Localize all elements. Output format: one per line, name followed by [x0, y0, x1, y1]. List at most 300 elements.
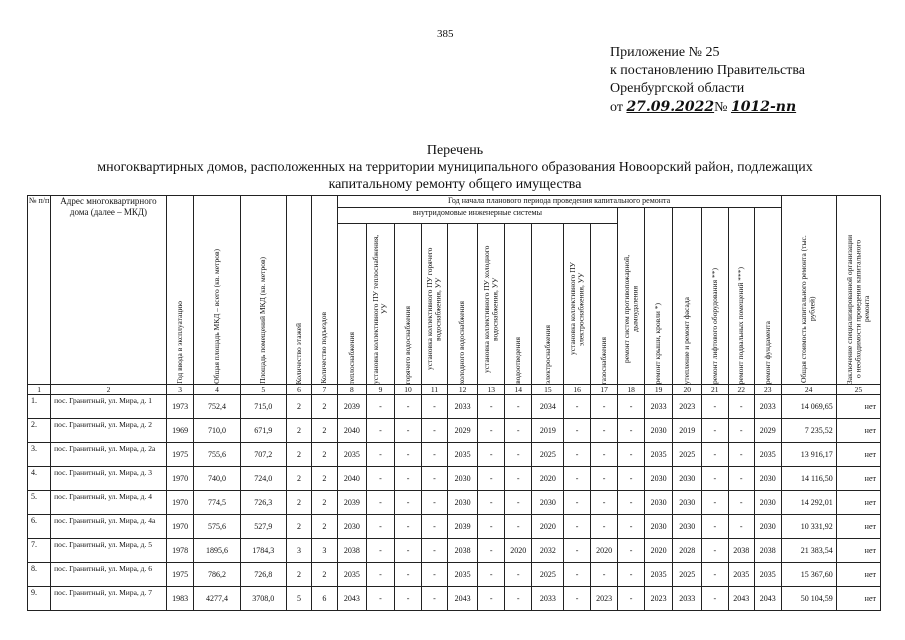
year-cell: 1970 [166, 515, 194, 539]
table-row [28, 587, 881, 611]
header-internal-group: внутридомовые инженерные системы [337, 208, 618, 224]
basement-cell: - [728, 515, 754, 539]
drainage-cell: - [504, 395, 532, 419]
header-foundation: ремонт фундамента [762, 320, 772, 384]
table-row [28, 539, 881, 563]
hot-water-cell: - [394, 419, 422, 443]
appendix-line-4 [610, 98, 805, 117]
cold-water-meter-cell: - [478, 395, 504, 419]
basement-cell: 2043 [728, 587, 754, 611]
basement-cell: 2038 [728, 539, 754, 563]
electricity-cell: 2025 [532, 563, 564, 587]
drainage-cell: - [504, 515, 532, 539]
appendix-from: от [610, 100, 623, 115]
hot-water-cell: - [394, 515, 422, 539]
header-period-group: Год начала планового периода проведения капитального ремонта [337, 196, 781, 208]
drainage-cell: - [504, 563, 532, 587]
column-number: 21 [702, 385, 728, 395]
cold-water-cell: 2029 [447, 419, 478, 443]
roof-cell: 2030 [644, 515, 673, 539]
conclusion-cell: нет [836, 563, 880, 587]
column-number: 14 [504, 385, 532, 395]
column-number: 3 [166, 385, 194, 395]
table-row [28, 395, 881, 419]
floors-cell: 2 [286, 491, 311, 515]
cold-water-meter-cell: - [478, 491, 504, 515]
gas-cell: - [590, 395, 618, 419]
row-number: 9. [28, 587, 51, 611]
hot-water-meter-cell: - [422, 563, 447, 587]
facade-cell: 2030 [673, 491, 702, 515]
basement-cell: - [728, 419, 754, 443]
entrances-cell: 6 [312, 587, 337, 611]
year-cell: 1978 [166, 539, 194, 563]
hot-water-cell: - [394, 443, 422, 467]
heating-cell: 2030 [337, 515, 367, 539]
year-cell: 1973 [166, 395, 194, 419]
conclusion-cell: нет [836, 515, 880, 539]
foundation-cell: 2033 [754, 395, 781, 419]
column-number: 18 [618, 385, 644, 395]
heating-cell: 2038 [337, 539, 367, 563]
title-line-1: Перечень [426, 143, 484, 158]
drainage-cell: - [504, 443, 532, 467]
fire-systems-cell: - [618, 467, 644, 491]
gas-cell: 2023 [590, 587, 618, 611]
column-number: 1 [28, 385, 51, 395]
total-cost-cell: 13 916,17 [781, 443, 836, 467]
column-number: 20 [673, 385, 702, 395]
foundation-cell: 2030 [754, 515, 781, 539]
header-address: Адрес многоквартирного дома (далее – МКД) [51, 196, 167, 385]
year-cell: 1983 [166, 587, 194, 611]
header-heating-meter: установка коллективного ПУ теплоснабжения, УУ [371, 234, 389, 384]
foundation-cell: 2035 [754, 443, 781, 467]
entrances-cell: 2 [312, 395, 337, 419]
hot-water-cell: - [394, 587, 422, 611]
total-area-cell: 710,0 [194, 419, 240, 443]
table-row [28, 467, 881, 491]
facade-cell: 2025 [673, 443, 702, 467]
roof-cell: 2030 [644, 419, 673, 443]
basement-cell: - [728, 491, 754, 515]
fire-systems-cell: - [618, 563, 644, 587]
year-cell: 1975 [166, 563, 194, 587]
column-number: 5 [240, 385, 286, 395]
foundation-cell: 2035 [754, 563, 781, 587]
electricity-cell: 2030 [532, 491, 564, 515]
table-row [28, 515, 881, 539]
electricity-meter-cell: - [564, 515, 590, 539]
entrances-cell: 2 [312, 515, 337, 539]
column-number: 17 [590, 385, 618, 395]
electricity-cell: 2033 [532, 587, 564, 611]
gas-cell: - [590, 467, 618, 491]
appendix-block [610, 44, 805, 117]
floors-cell: 2 [286, 419, 311, 443]
drainage-cell: - [504, 467, 532, 491]
appendix-line-2: к постановлению Правительства [610, 63, 806, 78]
cold-water-cell: 2043 [447, 587, 478, 611]
total-area-cell: 755,6 [194, 443, 240, 467]
column-number-row [28, 385, 881, 395]
drainage-cell: - [504, 491, 532, 515]
header-hot-water-meter: установка коллективного ПУ горячего водоснабжения, УУ [424, 247, 443, 371]
premises-area-cell: 724,0 [240, 467, 286, 491]
address-cell: пос. Гранитный, ул. Мира, д. 1 [51, 395, 167, 419]
heating-cell: 2040 [337, 467, 367, 491]
heating-meter-cell: - [367, 587, 395, 611]
cold-water-meter-cell: - [478, 563, 504, 587]
header-electricity: электроснабжения [542, 325, 552, 384]
basement-cell: - [728, 395, 754, 419]
column-number: 19 [644, 385, 673, 395]
header-fire-systems: ремонт систем противопожарной, дымоудаления [621, 254, 640, 364]
foundation-cell: 2043 [754, 587, 781, 611]
hot-water-meter-cell: - [422, 539, 447, 563]
header-entrances: Количество подъездов [319, 312, 329, 384]
header-cold-water: холодного водоснабжения [457, 300, 467, 384]
header-total-area: Общая площадь МКД – всего (кв. метров) [211, 249, 221, 384]
table-row [28, 419, 881, 443]
appendix-line-1: Приложение № 25 [610, 45, 720, 60]
appendix-number: 1012-пп [730, 99, 797, 115]
header-floors: Количество этажей [293, 322, 303, 384]
conclusion-cell: нет [836, 491, 880, 515]
address-cell: пос. Гранитный, ул. Мира, д. 6 [51, 563, 167, 587]
cold-water-cell: 2030 [447, 491, 478, 515]
premises-area-cell: 726,3 [240, 491, 286, 515]
cold-water-cell: 2030 [447, 467, 478, 491]
hot-water-meter-cell: - [422, 467, 447, 491]
elevator-cell: - [702, 419, 728, 443]
fire-systems-cell: - [618, 539, 644, 563]
table-body [28, 395, 881, 611]
facade-cell: 2030 [673, 515, 702, 539]
header-elevator: ремонт лифтового оборудования **) [709, 268, 719, 384]
total-area-cell: 752,4 [194, 395, 240, 419]
address-cell: пос. Гранитный, ул. Мира, д. 2а [51, 443, 167, 467]
row-number: 7. [28, 539, 51, 563]
header-premises-area: Площадь помещений МКД (кв. метров) [257, 257, 267, 384]
elevator-cell: - [702, 587, 728, 611]
header-no: № п/п [28, 196, 51, 385]
foundation-cell: 2038 [754, 539, 781, 563]
header-electricity-meter: установка коллективного ПУ электроснабжения, УУ [567, 262, 586, 356]
gas-cell: 2020 [590, 539, 618, 563]
premises-area-cell: 527,9 [240, 515, 286, 539]
hot-water-cell: - [394, 491, 422, 515]
row-number: 5. [28, 491, 51, 515]
table-row [28, 563, 881, 587]
header-year: Год ввода в эксплуатацию [174, 301, 184, 384]
year-cell: 1969 [166, 419, 194, 443]
heating-cell: 2039 [337, 491, 367, 515]
appendix-number-sign: № [714, 100, 728, 115]
premises-area-cell: 715,0 [240, 395, 286, 419]
electricity-meter-cell: - [564, 491, 590, 515]
facade-cell: 2023 [673, 395, 702, 419]
heating-meter-cell: - [367, 443, 395, 467]
conclusion-cell: нет [836, 395, 880, 419]
electricity-cell: 2020 [532, 515, 564, 539]
premises-area-cell: 671,9 [240, 419, 286, 443]
gas-cell: - [590, 443, 618, 467]
electricity-meter-cell: - [564, 539, 590, 563]
heating-meter-cell: - [367, 563, 395, 587]
conclusion-cell: нет [836, 467, 880, 491]
cold-water-meter-cell: - [478, 443, 504, 467]
heating-cell: 2035 [337, 563, 367, 587]
header-cold-water-meter: установка коллективного ПУ холодного водоснабжения, УУ [481, 245, 500, 373]
page-number: 385 [437, 28, 454, 40]
gas-cell: - [590, 419, 618, 443]
foundation-cell: 2029 [754, 419, 781, 443]
electricity-meter-cell: - [564, 587, 590, 611]
premises-area-cell: 726,8 [240, 563, 286, 587]
year-cell: 1975 [166, 443, 194, 467]
appendix-line-3: Оренбургской области [610, 81, 745, 96]
column-number: 9 [367, 385, 395, 395]
electricity-cell: 2032 [532, 539, 564, 563]
floors-cell: 5 [286, 587, 311, 611]
hot-water-meter-cell: - [422, 419, 447, 443]
heating-meter-cell: - [367, 539, 395, 563]
basement-cell: - [728, 443, 754, 467]
column-number: 13 [478, 385, 504, 395]
total-area-cell: 740,0 [194, 467, 240, 491]
roof-cell: 2023 [644, 587, 673, 611]
cold-water-meter-cell: - [478, 419, 504, 443]
heating-cell: 2040 [337, 419, 367, 443]
total-area-cell: 4277,4 [194, 587, 240, 611]
elevator-cell: - [702, 515, 728, 539]
header-roof: ремонт крыши, кровли *) [653, 302, 663, 384]
floors-cell: 2 [286, 443, 311, 467]
elevator-cell: - [702, 443, 728, 467]
row-number: 6. [28, 515, 51, 539]
cold-water-cell: 2039 [447, 515, 478, 539]
hot-water-meter-cell: - [422, 395, 447, 419]
total-cost-cell: 14 069,65 [781, 395, 836, 419]
roof-cell: 2030 [644, 467, 673, 491]
fire-systems-cell: - [618, 515, 644, 539]
repair-table [27, 195, 881, 611]
heating-meter-cell: - [367, 491, 395, 515]
header-hot-water: горячего водоснабжения [402, 305, 412, 384]
row-number: 8. [28, 563, 51, 587]
cold-water-meter-cell: - [478, 467, 504, 491]
header-facade: утепление и ремонт фасада [682, 296, 691, 384]
column-number: 8 [337, 385, 367, 395]
title-line-3: капитальному ремонту общего имущества [328, 177, 582, 192]
hot-water-cell: - [394, 539, 422, 563]
facade-cell: 2033 [673, 587, 702, 611]
address-cell: пос. Гранитный, ул. Мира, д. 5 [51, 539, 167, 563]
elevator-cell: - [702, 563, 728, 587]
floors-cell: 2 [286, 563, 311, 587]
heating-meter-cell: - [367, 515, 395, 539]
entrances-cell: 2 [312, 443, 337, 467]
cold-water-meter-cell: - [478, 587, 504, 611]
electricity-meter-cell: - [564, 443, 590, 467]
entrances-cell: 2 [312, 563, 337, 587]
basement-cell: 2035 [728, 563, 754, 587]
gas-cell: - [590, 563, 618, 587]
conclusion-cell: нет [836, 587, 880, 611]
fire-systems-cell: - [618, 419, 644, 443]
cold-water-cell: 2038 [447, 539, 478, 563]
total-cost-cell: 14 292,01 [781, 491, 836, 515]
table-row [28, 443, 881, 467]
heating-cell: 2035 [337, 443, 367, 467]
row-number: 4. [28, 467, 51, 491]
electricity-meter-cell: - [564, 419, 590, 443]
facade-cell: 2028 [673, 539, 702, 563]
total-cost-cell: 15 367,60 [781, 563, 836, 587]
heating-meter-cell: - [367, 467, 395, 491]
elevator-cell: - [702, 467, 728, 491]
fire-systems-cell: - [618, 491, 644, 515]
appendix-date: 27.09.2022 [626, 99, 715, 115]
total-area-cell: 786,2 [194, 563, 240, 587]
title-line-2: многоквартирных домов, расположенных на территории муниципального образования Новоорский район, подлежащих [97, 160, 813, 175]
hot-water-meter-cell: - [422, 587, 447, 611]
entrances-cell: 2 [312, 467, 337, 491]
total-cost-cell: 14 116,50 [781, 467, 836, 491]
row-number: 1. [28, 395, 51, 419]
roof-cell: 2035 [644, 563, 673, 587]
roof-cell: 2033 [644, 395, 673, 419]
entrances-cell: 2 [312, 491, 337, 515]
foundation-cell: 2030 [754, 467, 781, 491]
elevator-cell: - [702, 491, 728, 515]
electricity-meter-cell: - [564, 563, 590, 587]
premises-area-cell: 707,2 [240, 443, 286, 467]
entrances-cell: 3 [312, 539, 337, 563]
roof-cell: 2020 [644, 539, 673, 563]
total-area-cell: 575,6 [194, 515, 240, 539]
gas-cell: - [590, 515, 618, 539]
header-conclusion: Заключение специализированной организации о необходимости проведения капитального ремонта [844, 234, 871, 384]
electricity-cell: 2034 [532, 395, 564, 419]
total-cost-cell: 21 383,54 [781, 539, 836, 563]
heating-cell: 2043 [337, 587, 367, 611]
column-number: 6 [286, 385, 311, 395]
hot-water-meter-cell: - [422, 443, 447, 467]
facade-cell: 2030 [673, 467, 702, 491]
header-gas: газоснабжения [598, 336, 608, 384]
address-cell: пос. Гранитный, ул. Мира, д. 4 [51, 491, 167, 515]
drainage-cell: 2020 [504, 539, 532, 563]
hot-water-meter-cell: - [422, 515, 447, 539]
column-number: 7 [312, 385, 337, 395]
column-number: 24 [781, 385, 836, 395]
hot-water-meter-cell: - [422, 491, 447, 515]
column-number: 4 [194, 385, 240, 395]
cold-water-cell: 2035 [447, 443, 478, 467]
total-area-cell: 774,5 [194, 491, 240, 515]
entrances-cell: 2 [312, 419, 337, 443]
conclusion-cell: нет [836, 539, 880, 563]
floors-cell: 2 [286, 467, 311, 491]
address-cell: пос. Гранитный, ул. Мира, д. 7 [51, 587, 167, 611]
hot-water-cell: - [394, 395, 422, 419]
roof-cell: 2035 [644, 443, 673, 467]
electricity-meter-cell: - [564, 467, 590, 491]
total-cost-cell: 50 104,59 [781, 587, 836, 611]
address-cell: пос. Гранитный, ул. Мира, д. 4а [51, 515, 167, 539]
column-number: 25 [836, 385, 880, 395]
facade-cell: 2019 [673, 419, 702, 443]
address-cell: пос. Гранитный, ул. Мира, д. 2 [51, 419, 167, 443]
column-number: 2 [51, 385, 167, 395]
electricity-cell: 2019 [532, 419, 564, 443]
hot-water-cell: - [394, 467, 422, 491]
fire-systems-cell: - [618, 443, 644, 467]
electricity-cell: 2025 [532, 443, 564, 467]
cold-water-cell: 2035 [447, 563, 478, 587]
table-row [28, 491, 881, 515]
roof-cell: 2030 [644, 491, 673, 515]
basement-cell: - [728, 467, 754, 491]
heating-meter-cell: - [367, 395, 395, 419]
electricity-meter-cell: - [564, 395, 590, 419]
column-number: 22 [728, 385, 754, 395]
header-drainage: водоотведения [512, 337, 522, 384]
hot-water-cell: - [394, 563, 422, 587]
total-cost-cell: 7 235,52 [781, 419, 836, 443]
column-number: 10 [394, 385, 422, 395]
elevator-cell: - [702, 395, 728, 419]
row-number: 3. [28, 443, 51, 467]
premises-area-cell: 3708,0 [240, 587, 286, 611]
conclusion-cell: нет [836, 419, 880, 443]
header-heating: теплоснабжения [346, 331, 356, 384]
premises-area-cell: 1784,3 [240, 539, 286, 563]
floors-cell: 2 [286, 515, 311, 539]
foundation-cell: 2030 [754, 491, 781, 515]
total-area-cell: 1895,6 [194, 539, 240, 563]
column-number: 16 [564, 385, 590, 395]
total-cost-cell: 10 331,92 [781, 515, 836, 539]
floors-cell: 2 [286, 395, 311, 419]
cold-water-meter-cell: - [478, 515, 504, 539]
gas-cell: - [590, 491, 618, 515]
column-number: 15 [532, 385, 564, 395]
electricity-cell: 2020 [532, 467, 564, 491]
address-cell: пос. Гранитный, ул. Мира, д. 3 [51, 467, 167, 491]
fire-systems-cell: - [618, 587, 644, 611]
fire-systems-cell: - [618, 395, 644, 419]
header-total-cost: Общая стоимость капитального ремонта (тыс. рублей) [799, 235, 817, 383]
column-number: 11 [422, 385, 447, 395]
cold-water-meter-cell: - [478, 539, 504, 563]
drainage-cell: - [504, 419, 532, 443]
row-number: 2. [28, 419, 51, 443]
facade-cell: 2025 [673, 563, 702, 587]
elevator-cell: - [702, 539, 728, 563]
floors-cell: 3 [286, 539, 311, 563]
column-number: 12 [447, 385, 478, 395]
cold-water-cell: 2033 [447, 395, 478, 419]
heating-cell: 2039 [337, 395, 367, 419]
column-number: 23 [754, 385, 781, 395]
conclusion-cell: нет [836, 443, 880, 467]
year-cell: 1970 [166, 467, 194, 491]
year-cell: 1970 [166, 491, 194, 515]
drainage-cell: - [504, 587, 532, 611]
